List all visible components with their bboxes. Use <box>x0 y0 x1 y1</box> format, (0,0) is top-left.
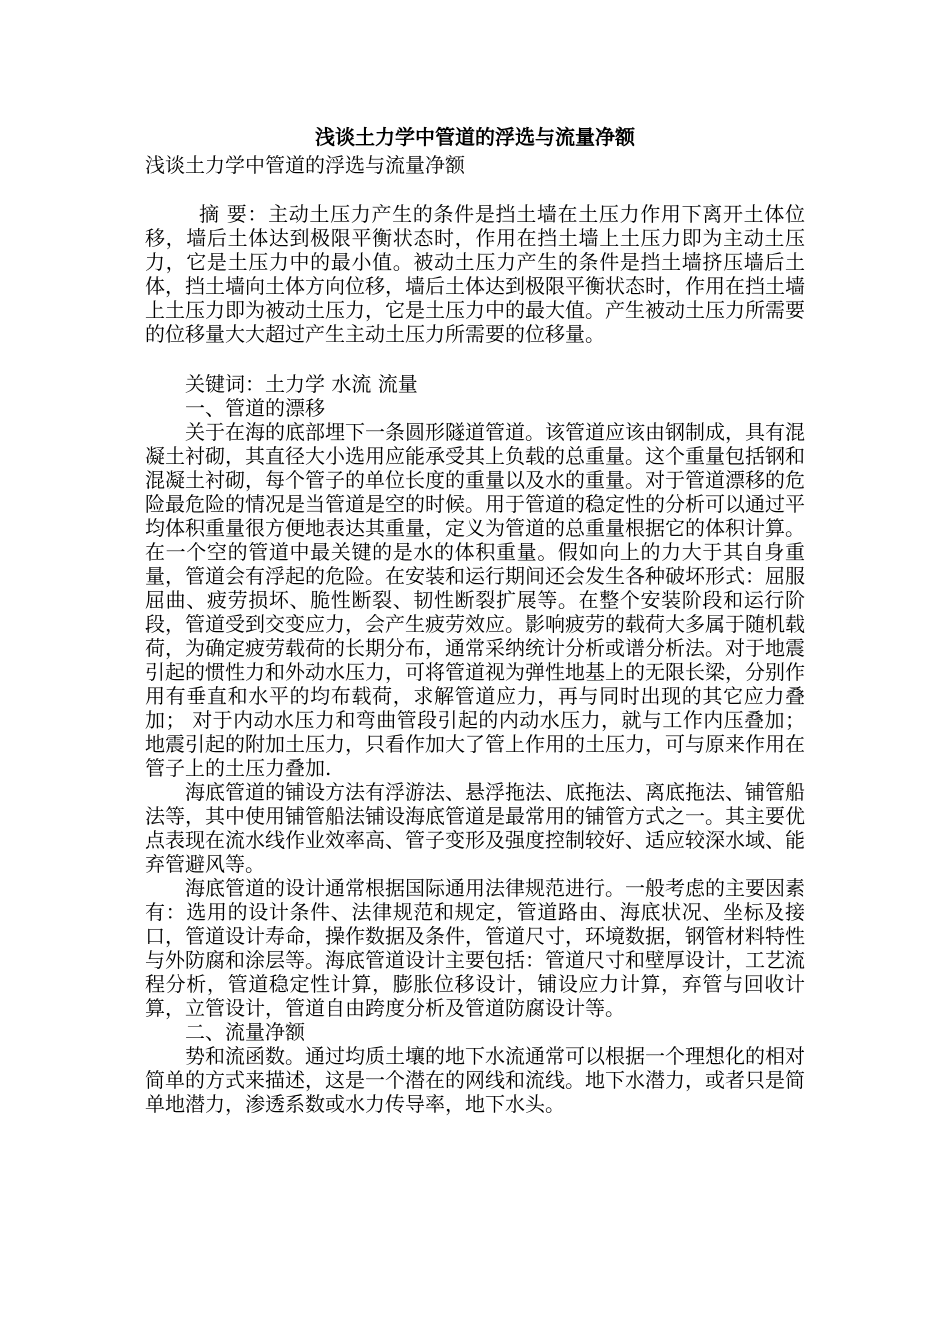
blank-line <box>145 346 805 372</box>
section1-paragraph-2: 海底管道的铺设方法有浮游法、悬浮拖法、底拖法、离底拖法、铺管船法等，其中使用铺管船法铺设海底管道是最常用的铺管方式之一。其主要优点表现在流水线作业效率高、管子变形及强度控制较好、适应较深水域、能弃管避风等。 <box>145 780 805 876</box>
section-heading-2: 二、流量净额 <box>185 1020 305 1044</box>
section2-paragraph-1: 势和流函数。通过均质土壤的地下水流通常可以根据一个理想化的相对简单的方式来描述，这是一个潜在的网线和流线。地下水潜力，或者只是简单地潜力，渗透系数或水力传导率，地下水头。 <box>145 1044 805 1116</box>
keywords-line: 关键词：土力学 水流 流量 <box>185 372 418 396</box>
section-heading-1: 一、管道的漂移 <box>185 396 325 420</box>
section1-paragraph-1: 关于在海的底部埋下一条圆形隧道管道。该管道应该由钢制成，具有混凝土衬砌，其直径大小选用应能承受其上负载的总重量。这个重量包括钢和混凝土衬砌，每个管子的单位长度的重量以及水的重量。对于管道漂移的危险最危险的情况是当管道是空的时候。用于管道的稳定性的分析可以通过平均体积重量很方便地表达其重量，定义为管道的总重量根据它的体积计算。在一个空的管道中最关键的是水的体积重量。假如向上的力大于其自身重量，管道会有浮起的危险。在安装和运行期间还会发生各种破坏形式：屈服屈曲、疲劳损坏、脆性断裂、韧性断裂扩展等。在整个安装阶段和运行阶段，管道受到交变应力，会产生疲劳效应。影响疲劳的载荷大多属于随机载荷，为确定疲劳载荷的长期分布，通常采纳统计分析或谱分析法。对于地震引起的惯性力和外动水压力，可将管道视为弹性地基上的无限长梁，分别作用有垂直和水平的均布载荷，求解管道应力，再与同时出现的其它应力叠加； 对于内动水压力和弯曲管段引起的内动水压力，就与工作内压叠加；地震引起的附加土压力，只看作加大了管上作用的土压力，可与原来作用在管子上的土压力叠加. <box>145 420 805 780</box>
section1-paragraph-3: 海底管道的设计通常根据国际通用法律规范进行。一般考虑的主要因素有：选用的设计条件、法律规范和规定，管道路由、海底状况、坐标及接口，管道设计寿命，操作数据及条件，管道尺寸，环境数据，钢管材料特性与外防腐和涂层等。海底管道设计主要包括：管道尺寸和壁厚设计，工艺流程分析，管道稳定性计算，膨胀位移设计，铺设应力计算，弃管与回收计算，立管设计，管道自由跨度分析及管道防腐设计等。 <box>145 876 805 1020</box>
document-title: 浅谈土力学中管道的浮选与流量净额 <box>315 125 635 149</box>
document-subtitle: 浅谈土力学中管道的浮选与流量净额 <box>145 153 465 177</box>
document-body <box>145 122 805 1116</box>
blank-line <box>145 178 805 202</box>
abstract-paragraph: 摘 要：主动土压力产生的条件是挡土墙在土压力作用下离开土体位移，墙后土体达到极限平衡状态时，作用在挡土墙上土压力即为主动土压力，它是土压力中的最小值。被动土压力产生的条件是挡土墙挤压墙后土体，挡土墙向土体方向位移，墙后土体达到极限平衡状态时，作用在挡土墙上土压力即为被动土压力，它是土压力中的最大值。产生被动土压力所需要的位移量大大超过产生主动土压力所需要的位移量。 <box>145 202 805 346</box>
